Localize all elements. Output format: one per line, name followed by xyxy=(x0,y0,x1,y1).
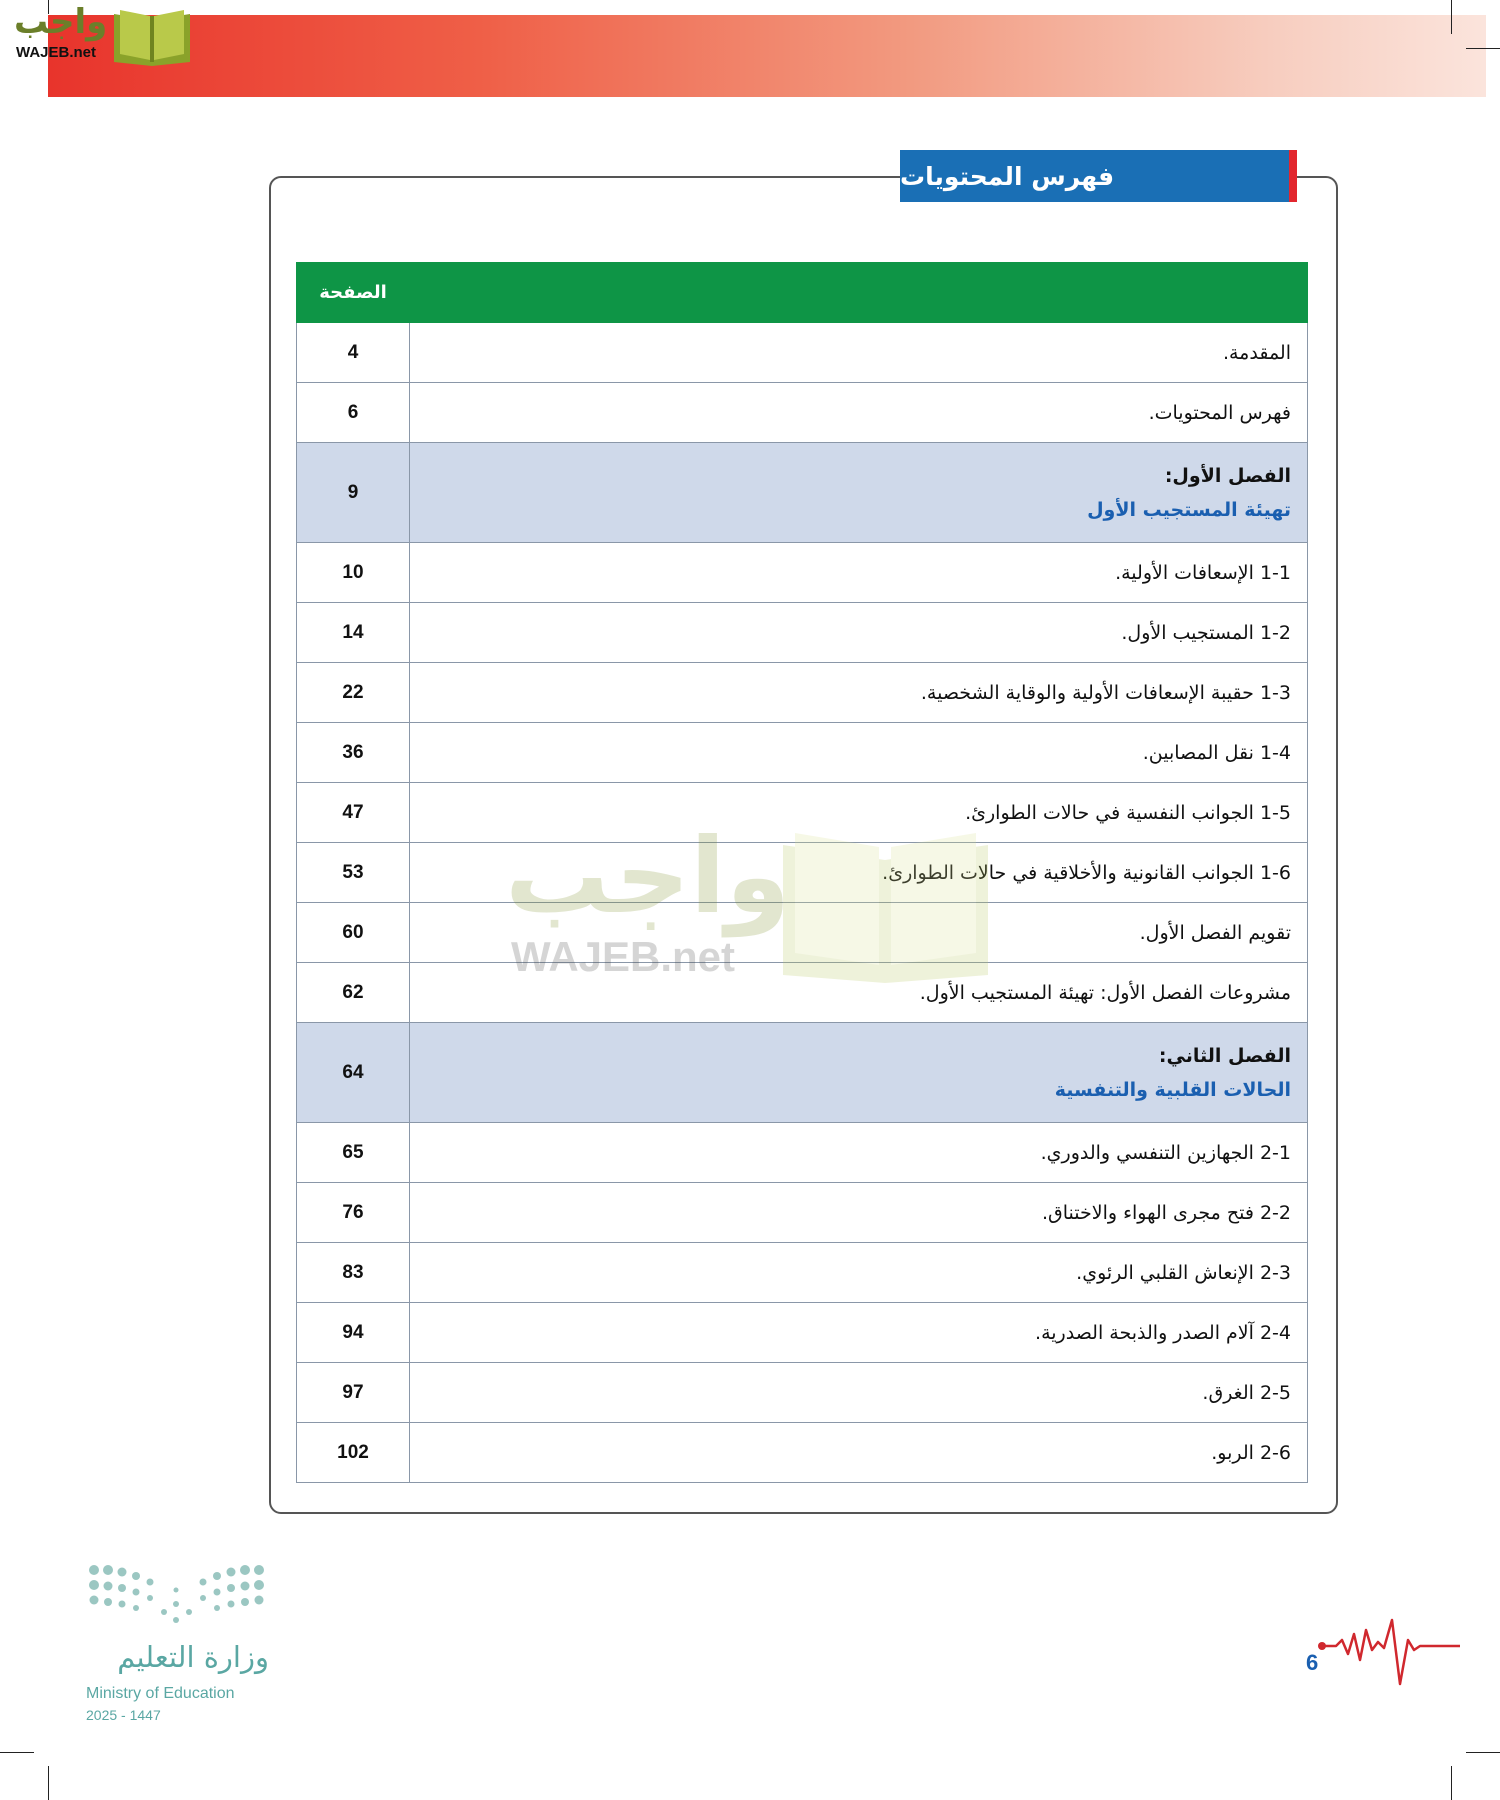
crop-mark xyxy=(48,1766,49,1800)
page-cell: 9 xyxy=(297,443,410,543)
logo-domain: WAJEB.net xyxy=(16,44,97,61)
table-row xyxy=(297,1123,1308,1183)
table-row xyxy=(297,723,1308,783)
page-cell: 97 xyxy=(297,1363,410,1423)
page-cell: 102 xyxy=(297,1423,410,1483)
title-cell: 1-2 المستجيب الأول. xyxy=(410,603,1308,663)
page-cell: 76 xyxy=(297,1183,410,1243)
toc-title-tab xyxy=(900,150,1297,202)
page-cell: 83 xyxy=(297,1243,410,1303)
watermark xyxy=(505,815,1005,985)
table-row xyxy=(297,1243,1308,1303)
title-cell: مشروعات الفصل الأول: تهيئة المستجيب الأول. xyxy=(410,963,1308,1023)
wajeb-logo[interactable] xyxy=(8,2,190,68)
watermark-word: واجب xyxy=(505,815,791,937)
title-cell: 2-4 آلام الصدر والذبحة الصدرية. xyxy=(410,1303,1308,1363)
ministry-logo xyxy=(84,1560,284,1723)
chapter-title: الحالات القلبية والتنفسية xyxy=(1054,1078,1291,1101)
title-cell: 1-5 الجوانب النفسية في حالات الطوارئ. xyxy=(410,783,1308,843)
table-row xyxy=(297,1303,1308,1363)
page-cell: 22 xyxy=(297,663,410,723)
page-cell: 94 xyxy=(297,1303,410,1363)
page-title: فهرس المحتويات xyxy=(900,161,1115,191)
chapter-title: تهيئة المستجيب الأول xyxy=(1087,498,1291,521)
page-number: 6 xyxy=(1306,1650,1319,1675)
page-cell: 47 xyxy=(297,783,410,843)
crop-mark xyxy=(1451,0,1452,34)
chapter-label: الفصل الثاني: xyxy=(1158,1044,1291,1067)
table-row xyxy=(297,323,1308,383)
title-cell: 2-2 فتح مجرى الهواء والاختناق. xyxy=(410,1183,1308,1243)
crop-mark xyxy=(1451,1766,1452,1800)
header-color-band xyxy=(48,15,1486,97)
chapter-cell xyxy=(410,443,1308,543)
title-cell: 1-6 الجوانب القانونية والأخلاقية في حالات الطوارئ. xyxy=(410,843,1308,903)
page-cell: 60 xyxy=(297,903,410,963)
table-row xyxy=(297,543,1308,603)
table-row xyxy=(297,1183,1308,1243)
chapter-row xyxy=(297,443,1308,543)
heartbeat-icon xyxy=(1314,1610,1464,1690)
page-cell: 4 xyxy=(297,323,410,383)
title-cell: 2-1 الجهازين التنفسي والدوري. xyxy=(410,1123,1308,1183)
page-cell: 62 xyxy=(297,963,410,1023)
crop-mark xyxy=(1466,48,1500,49)
book-icon xyxy=(108,4,196,68)
watermark-domain: WAJEB.net xyxy=(511,933,736,980)
table-row xyxy=(297,1363,1308,1423)
ministry-dots-icon xyxy=(84,1560,269,1630)
page-cell: 36 xyxy=(297,723,410,783)
title-cell: المقدمة. xyxy=(410,323,1308,383)
page-cell: 53 xyxy=(297,843,410,903)
page-cell: 14 xyxy=(297,603,410,663)
title-cell: 1-1 الإسعافات الأولية. xyxy=(410,543,1308,603)
ministry-year: 2025 - 1447 xyxy=(86,1707,161,1723)
header-page: الصفحة xyxy=(297,263,410,323)
ministry-arabic: وزارة التعليم xyxy=(117,1640,269,1674)
title-cell: 1-3 حقيبة الإسعافات الأولية والوقاية الشخصية. xyxy=(410,663,1308,723)
table-row xyxy=(297,603,1308,663)
logo-word: واجب xyxy=(14,2,108,42)
ministry-english: Ministry of Education xyxy=(86,1685,235,1702)
chapter-label: الفصل الأول: xyxy=(1164,464,1291,487)
table-row xyxy=(297,383,1308,443)
table-row xyxy=(297,663,1308,723)
chapter-cell xyxy=(410,1023,1308,1123)
title-cell: 1-4 نقل المصابين. xyxy=(410,723,1308,783)
title-cell: 2-3 الإنعاش القلبي الرئوي. xyxy=(410,1243,1308,1303)
title-cell: فهرس المحتويات. xyxy=(410,383,1308,443)
title-cell: تقويم الفصل الأول. xyxy=(410,903,1308,963)
title-cell: 2-5 الغرق. xyxy=(410,1363,1308,1423)
page-cell: 10 xyxy=(297,543,410,603)
crop-mark xyxy=(0,1752,34,1753)
title-cell: 2-6 الربو. xyxy=(410,1423,1308,1483)
crop-mark xyxy=(1466,1752,1500,1753)
chapter-row xyxy=(297,1023,1308,1123)
watermark-book-icon xyxy=(773,815,998,985)
header-title xyxy=(410,263,1308,323)
page-cell: 64 xyxy=(297,1023,410,1123)
table-row xyxy=(297,1423,1308,1483)
page-cell: 65 xyxy=(297,1123,410,1183)
page-cell: 6 xyxy=(297,383,410,443)
